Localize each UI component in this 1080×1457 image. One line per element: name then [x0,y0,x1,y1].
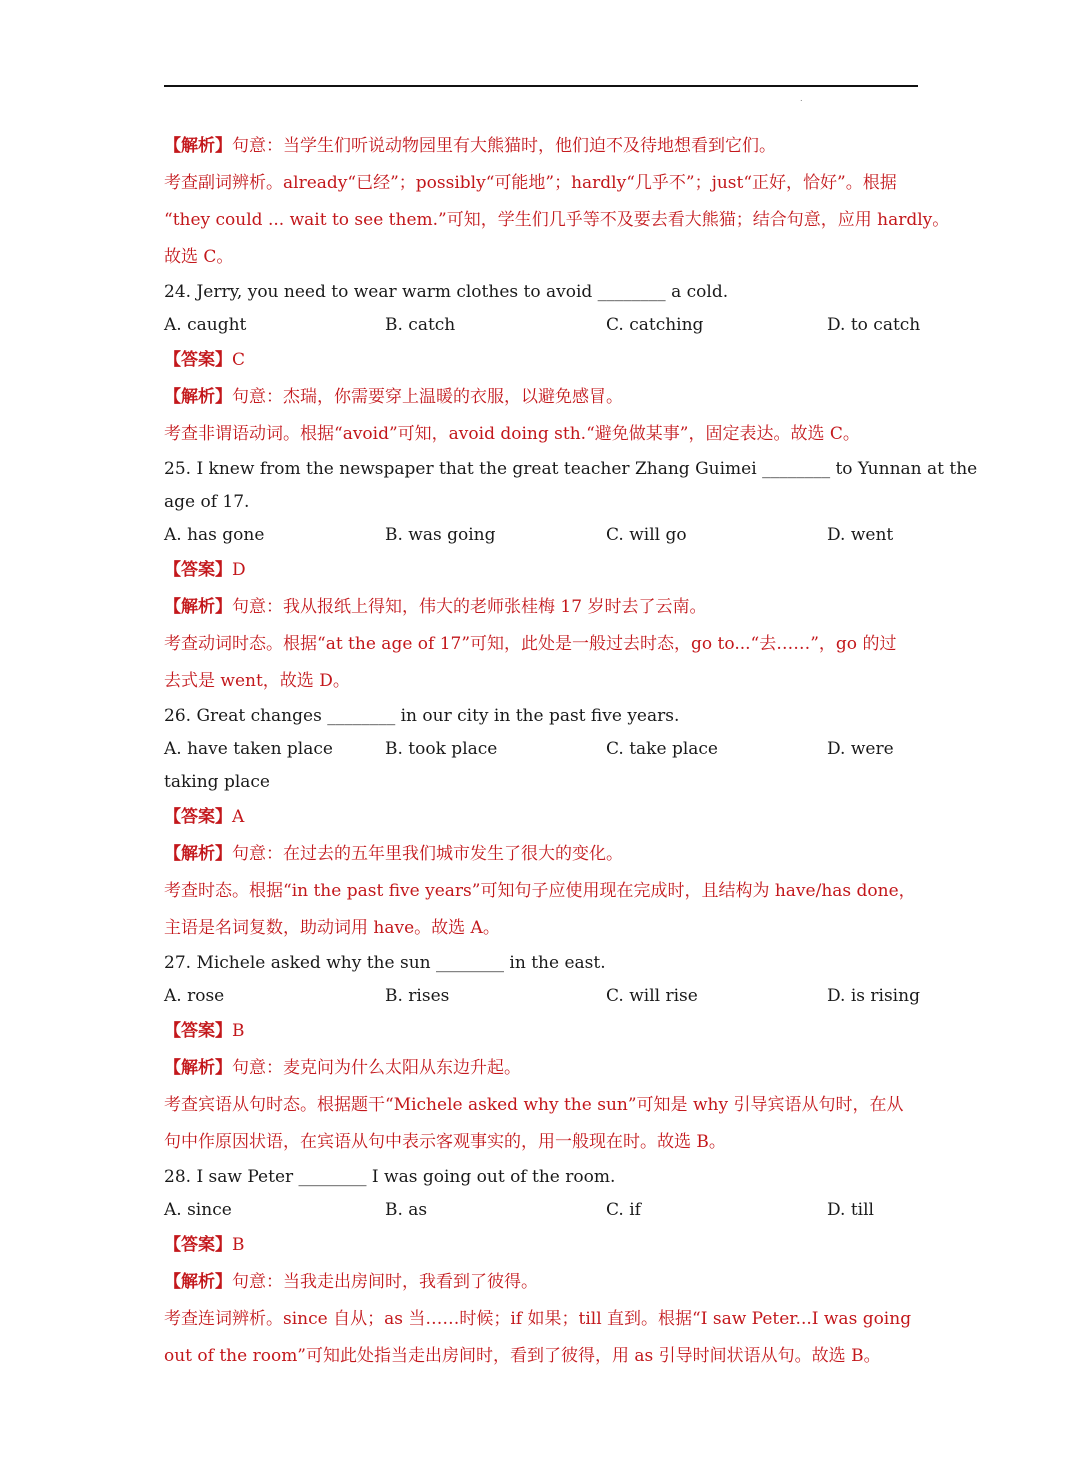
explain-line [164,836,924,873]
question-28 [164,1161,924,1375]
option-b: B. was going [385,525,496,545]
answer-label: 【答案】 [164,1021,232,1041]
question-27 [164,947,924,1161]
analysis-line: out of the room”可知此处指当走出房间时，看到了彼得，用 as 引导时间状语从句。故选 B。 [164,1346,881,1366]
answer-value: C [232,350,246,370]
page-marker: . [800,94,803,103]
question-stem: 28. I saw Peter ________ I was going out of the room. [164,1167,616,1187]
question-stem: 25. I knew from the newspaper that the great teacher Zhang Guimei ________ to Yunnan at the [164,459,978,479]
option-b: B. rises [385,986,450,1006]
option-d: D. went [827,525,894,545]
question-stem: 26. Great changes ________ in our city in the past five years. [164,706,680,726]
options-row [164,1194,924,1227]
explain-text: 句意：当学生们听说动物园里有大熊猫时，他们迫不及待地想看到它们。 [232,136,776,156]
analysis-line: 考查副词辨析。already“已经”；possibly“可能地”；hardly“几乎不”；just“正好，恰好”。根据 [164,173,897,193]
explain-text: 句意：我从报纸上得知，伟大的老师张桂梅 17 岁时去了云南。 [232,597,707,617]
answer-line [164,1013,924,1050]
explain-label: 【解析】 [164,597,232,617]
option-d: D. were [827,739,894,759]
explain-text: 句意：在过去的五年里我们城市发生了很大的变化。 [232,844,623,864]
answer-line [164,1227,924,1264]
explain-label: 【解析】 [164,1272,232,1292]
analysis-line: 考查连词辨析。since 自从；as 当……时候；if 如果；till 直到。根据“I saw Peter...I was going [164,1309,912,1329]
explain-label: 【解析】 [164,136,232,156]
options-row [164,519,924,552]
explain-line [164,1264,924,1301]
answer-label: 【答案】 [164,560,232,580]
answer-line [164,342,924,379]
explain-line [164,128,924,165]
explain-label: 【解析】 [164,844,232,864]
explain-text: 句意：杰瑞，你需要穿上温暖的衣服，以避免感冒。 [232,387,623,407]
analysis-line: “they could ... wait to see them.”可知，学生们几乎等不及要去看大熊猫；结合句意，应用 hardly。 [164,210,950,230]
option-a: A. have taken place [164,739,333,759]
question-stem: 24. Jerry, you need to wear warm clothes to avoid ________ a cold. [164,282,729,302]
question-26 [164,700,924,947]
option-a: A. has gone [164,525,265,545]
answer-value: B [232,1235,245,1255]
option-c: C. will go [606,525,687,545]
option-c: C. if [606,1200,641,1220]
option-d: D. to catch [827,315,921,335]
explain-line [164,1050,924,1087]
option-a: A. rose [164,986,225,1006]
options-row [164,309,924,342]
document-body [164,128,978,1375]
option-b: B. catch [385,315,456,335]
answer-label: 【答案】 [164,807,232,827]
explain-line [164,379,924,416]
explain-label: 【解析】 [164,1058,232,1078]
option-b: B. as [385,1200,428,1220]
analysis-line: 主语是名词复数，助动词用 have。故选 A。 [164,918,500,938]
analysis-line: 考查宾语从句时态。根据题干“Michele asked why the sun”可知是 why 引导宾语从句时，在从 [164,1095,904,1115]
analysis-line: 考查时态。根据“in the past five years”可知句子应使用现在完成时，且结构为 have/has done， [164,881,916,901]
option-d: D. till [827,1200,874,1220]
analysis-line: 句中作原因状语，在宾语从句中表示客观事实的，用一般现在时。故选 B。 [164,1132,726,1152]
analysis-line: 考查动词时态。根据“at the age of 17”可知，此处是一般过去时态，go to...“去……”，go 的过 [164,634,897,654]
question-stem: age of 17. [164,492,250,512]
option-a: A. caught [164,315,247,335]
answer-value: A [232,807,245,827]
option-c: C. catching [606,315,704,335]
header-rule [164,85,918,87]
explain-line [164,589,924,626]
answer-line [164,799,924,836]
options-row [164,980,924,1013]
answer-value: D [232,560,246,580]
answer-label: 【答案】 [164,350,232,370]
question-stem: 27. Michele asked why the sun ________ in the east. [164,953,606,973]
option-a: A. since [164,1200,232,1220]
question-25 [164,453,978,700]
question-24 [164,276,924,453]
answer-label: 【答案】 [164,1235,232,1255]
answer-line [164,552,924,589]
intro-explanation [164,128,950,276]
options-row [164,733,924,766]
explain-text: 句意：麦克问为什么太阳从东边升起。 [232,1058,521,1078]
option-b: B. took place [385,739,498,759]
analysis-line: 考查非谓语动词。根据“avoid”可知，avoid doing sth.“避免做某事”，固定表达。故选 C。 [164,424,860,444]
answer-value: B [232,1021,245,1041]
option-d-continued: taking place [164,772,270,792]
option-c: C. will rise [606,986,698,1006]
analysis-line: 故选 C。 [164,247,234,267]
explain-label: 【解析】 [164,387,232,407]
option-d: D. is rising [827,986,920,1006]
option-c: C. take place [606,739,718,759]
analysis-line: 去式是 went，故选 D。 [164,671,350,691]
explain-text: 句意：当我走出房间时，我看到了彼得。 [232,1272,538,1292]
